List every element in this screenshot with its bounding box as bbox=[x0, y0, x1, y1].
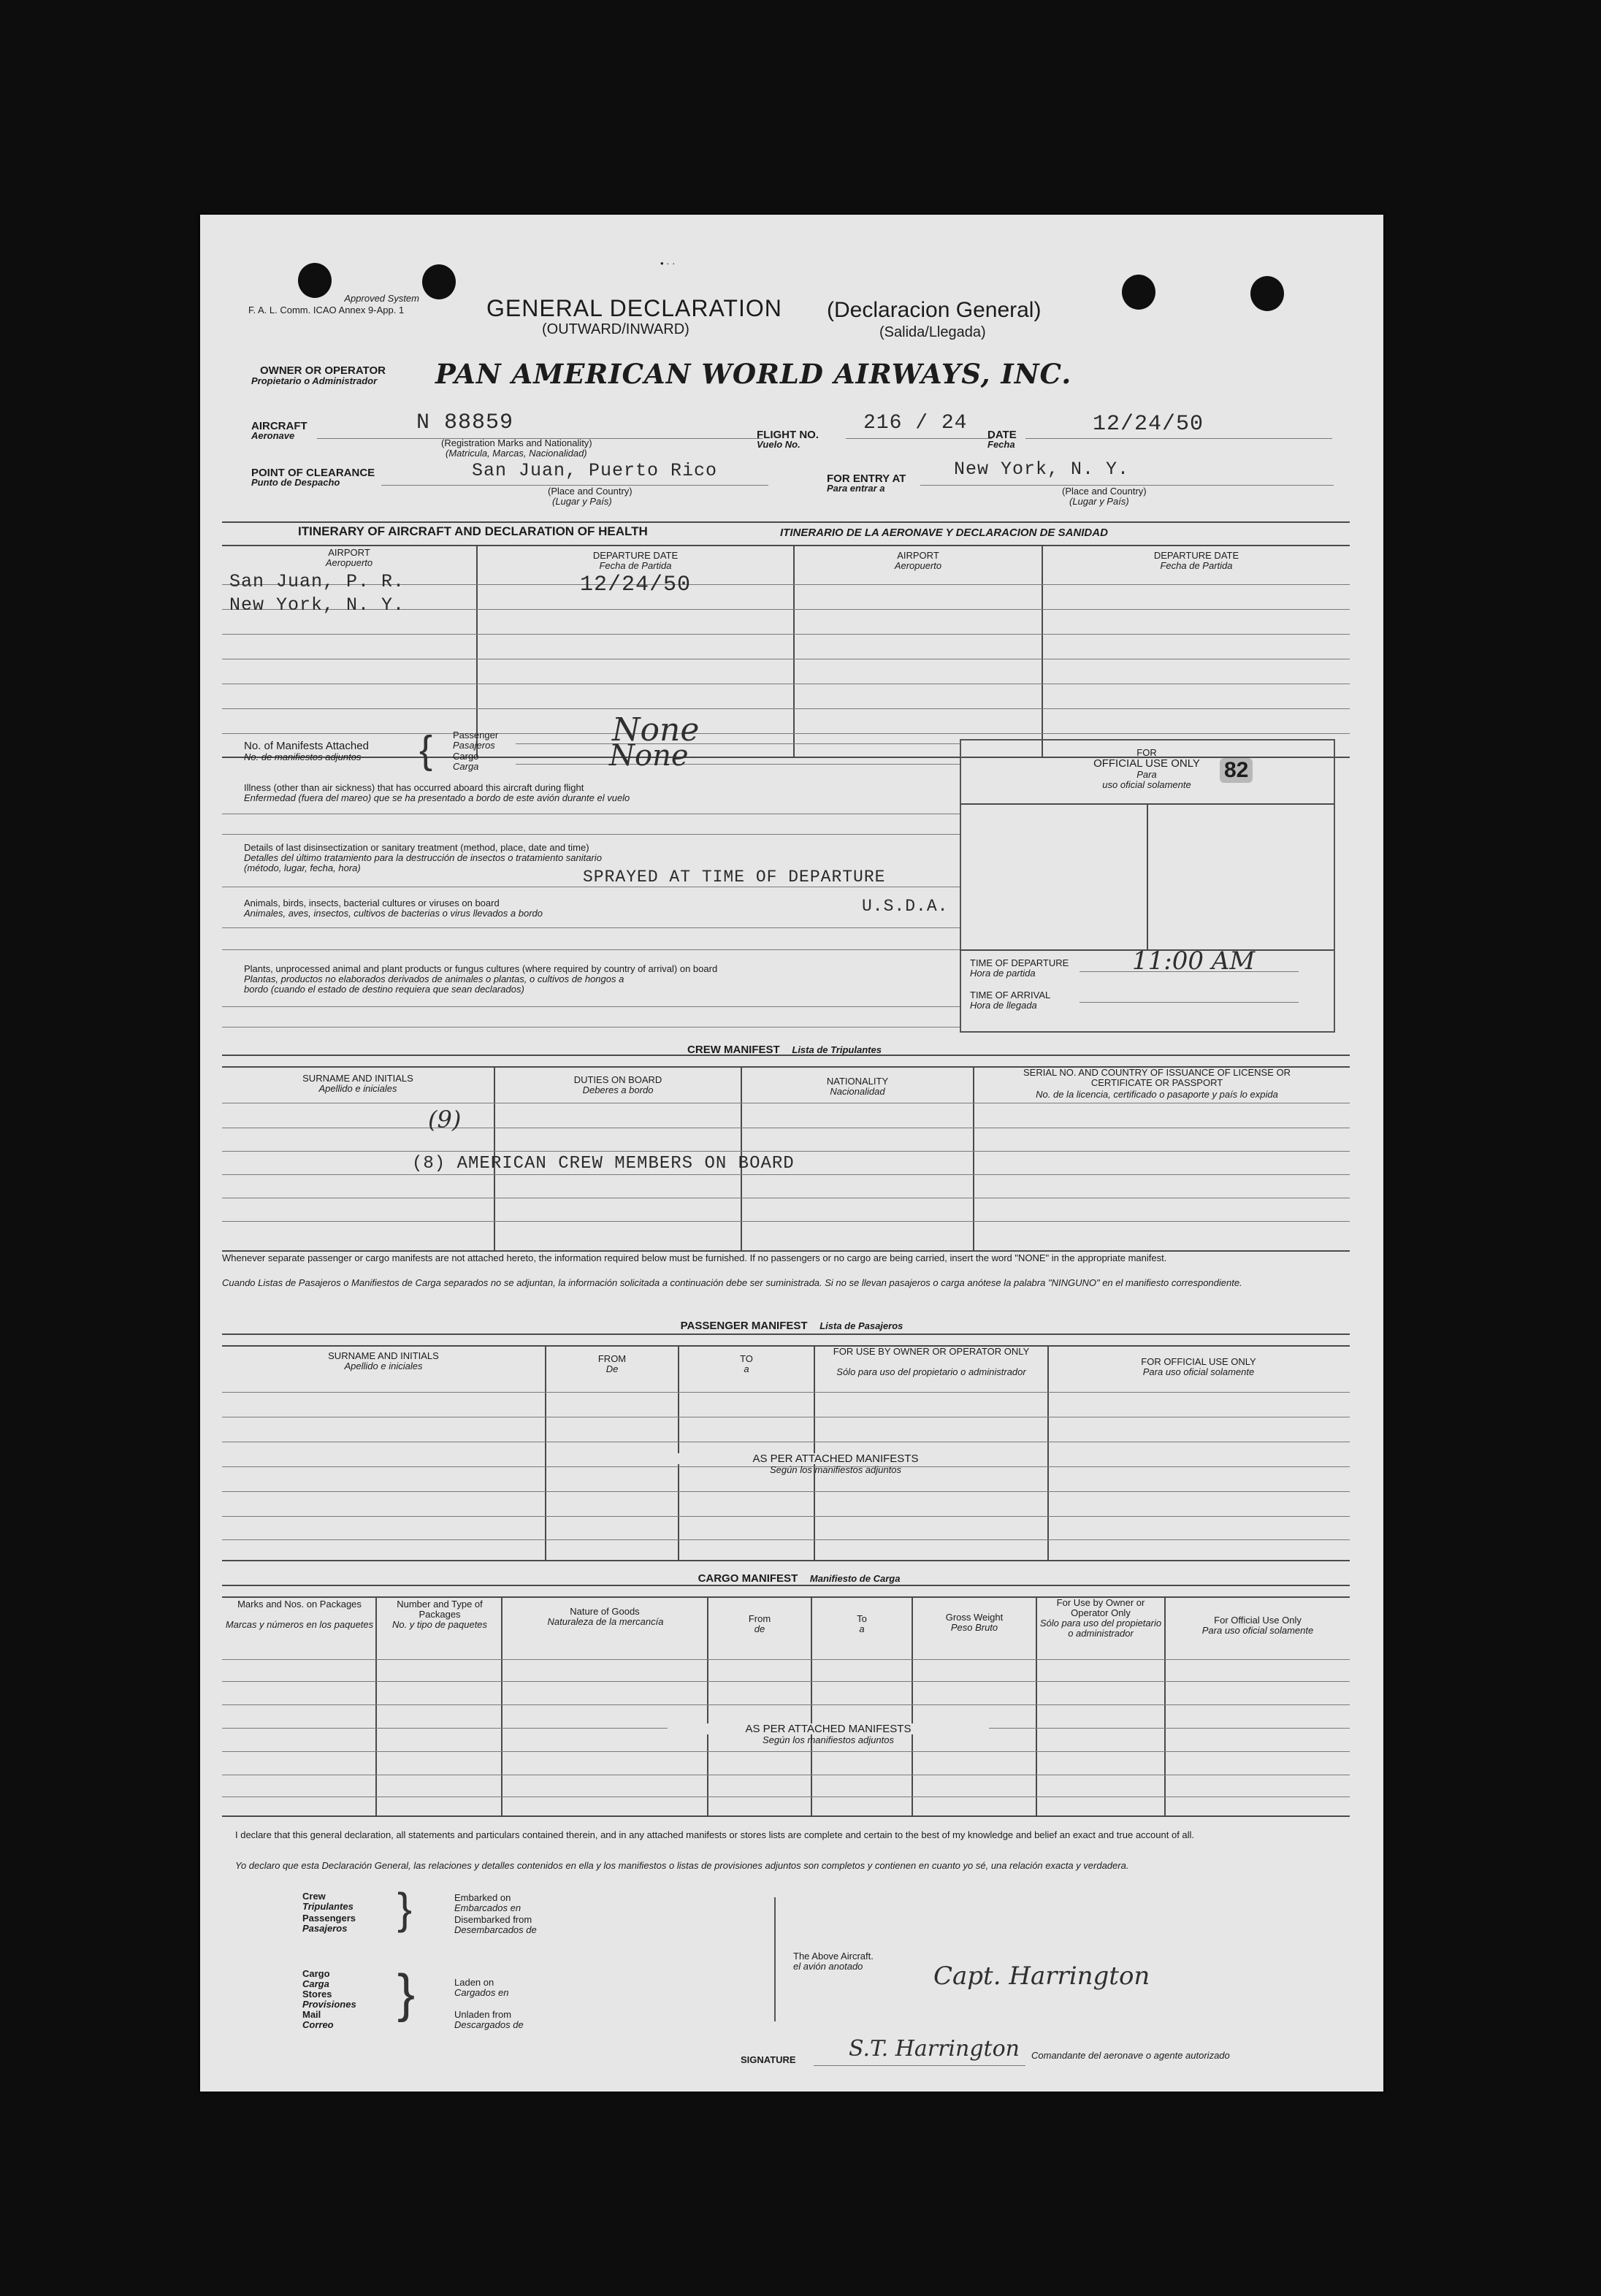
illness-text: Illness (other than air sickness) that has occurred aboard this aircraft during flight bbox=[244, 782, 584, 793]
crew-col-duties: DUTIES ON BOARD bbox=[573, 1074, 662, 1085]
aircraft-registration: N 88859 bbox=[416, 410, 514, 435]
departure-time-label: TIME OF DEPARTURE bbox=[970, 957, 1069, 968]
cargo-heading-es: Manifiesto de Carga bbox=[809, 1573, 901, 1584]
stamp-marks: • · · bbox=[660, 258, 676, 269]
flight-number: 216 / 24 bbox=[863, 412, 968, 435]
aircraft-note-es: (Matricula, Marcas, Nacionalidad) bbox=[446, 448, 587, 459]
cargo-stamp-es: Según los manifiestos adjuntos bbox=[763, 1734, 894, 1745]
itinerary-airport-2: New York, N. Y. bbox=[229, 594, 405, 616]
decl-unladen: Unladen from bbox=[454, 2009, 512, 2020]
passenger-heading-es: Lista de Pasajeros bbox=[819, 1320, 903, 1331]
decl-mail: Mail bbox=[302, 2009, 321, 2020]
declaration-form bbox=[200, 215, 1383, 2092]
cargo-col-number-es: No. y tipo de paquetes bbox=[391, 1619, 488, 1630]
manifest-cargo-value: None bbox=[609, 739, 689, 773]
clearance-note-es: (Lugar y País) bbox=[552, 496, 612, 507]
official-number: 82 bbox=[1220, 758, 1253, 783]
crew-count: (9) bbox=[428, 1106, 462, 1133]
pass-col-to-es: a bbox=[744, 1363, 749, 1374]
punch-hole bbox=[298, 263, 332, 298]
decl-crew-es: Tripulantes bbox=[302, 1901, 354, 1912]
official-label: OFFICIAL USE ONLY bbox=[1093, 757, 1200, 770]
disinsect-text-es2: (método, lugar, fecha, hora) bbox=[244, 862, 361, 873]
flight-date: 12/24/50 bbox=[1093, 412, 1204, 437]
decl-disembarked: Disembarked from bbox=[454, 1914, 532, 1925]
form-title-es: (Declaracion General) bbox=[827, 298, 1042, 322]
cargo-col-nature-es: Naturaleza de la mercancía bbox=[547, 1616, 664, 1627]
decl-embarked-es: Embarcados en bbox=[454, 1902, 521, 1913]
cargo-col-official: For Official Use Only bbox=[1214, 1615, 1302, 1626]
official-label-es: uso oficial solamente bbox=[1102, 779, 1191, 790]
illness-text-es: Enfermedad (fuera del mareo) que se ha presentado a bordo de este avión durante el vuelo bbox=[244, 792, 630, 803]
manifest-passenger: Passenger bbox=[453, 730, 499, 741]
crew-heading bbox=[638, 1044, 931, 1055]
col-airport-es: Aeropuerto bbox=[325, 557, 373, 568]
signature-note: Comandante del aeronave o agente autorizado bbox=[1031, 2050, 1230, 2061]
cargo-col-marks: Marks and Nos. on Packages bbox=[237, 1599, 362, 1610]
owner-label-es: Propietario o Administrador bbox=[251, 375, 378, 386]
decl-unladen-es: Descargados de bbox=[454, 2019, 524, 2030]
crew-col-serial-es: No. de la licencia, certificado o pasaporte y país lo expida bbox=[1036, 1089, 1278, 1100]
cargo-col-number: Number and Type of Packages bbox=[397, 1599, 483, 1620]
above-aircraft: The Above Aircraft. bbox=[793, 1951, 874, 1962]
col-depdate: DEPARTURE DATE bbox=[592, 550, 679, 561]
entry-note: (Place and Country) bbox=[1062, 486, 1147, 497]
pass-col-from: FROM bbox=[597, 1353, 627, 1364]
cargo-heading-text: CARGO MANIFEST bbox=[698, 1572, 798, 1585]
crew-col-duties-es: Deberes a bordo bbox=[582, 1084, 654, 1095]
official-para: Para bbox=[1136, 769, 1157, 780]
manifests-label: No. of Manifests Attached bbox=[244, 740, 369, 752]
punch-hole bbox=[1122, 275, 1155, 310]
decl-disembarked-es: Desembarcados de bbox=[454, 1924, 537, 1935]
pass-col-name: SURNAME AND INITIALS bbox=[328, 1350, 439, 1361]
departure-time-value: 11:00 AM bbox=[1132, 946, 1256, 976]
clearance-label-es: Punto de Despacho bbox=[251, 477, 340, 488]
decl-laden: Laden on bbox=[454, 1977, 494, 1988]
pass-col-official-es: Para uso oficial solamente bbox=[1142, 1366, 1255, 1377]
pass-col-owner-es: Sólo para uso del propietario o administrador bbox=[836, 1366, 1026, 1377]
declaration-text: I declare that this general declaration, all statements and particulars contained therein, and in any attached manifests or stores lists are complete and certain to the best of my knowledge and belief an exact and true account of all. bbox=[235, 1829, 1195, 1840]
decl-brace-1: } bbox=[397, 1884, 413, 1933]
pass-col-official: FOR OFFICIAL USE ONLY bbox=[1141, 1356, 1256, 1367]
manifest-cargo: Cargo bbox=[453, 751, 479, 762]
aircraft-label-es: Aeronave bbox=[251, 430, 295, 441]
decl-crew: Crew bbox=[302, 1891, 326, 1902]
animals-value: U.S.D.A. bbox=[862, 897, 949, 916]
cargo-col-owner-es: Sólo para uso del propietario o administrador bbox=[1039, 1618, 1162, 1639]
form-subtitle: (OUTWARD/INWARD) bbox=[542, 321, 689, 337]
crew-heading-text: CREW MANIFEST bbox=[687, 1044, 780, 1056]
col-airport-2: AIRPORT bbox=[897, 550, 939, 561]
clearance-label: POINT OF CLEARANCE bbox=[251, 467, 375, 479]
form-title: GENERAL DECLARATION bbox=[486, 295, 782, 321]
passenger-stamp: AS PER ATTACHED MANIFESTS bbox=[675, 1453, 996, 1464]
fal-reference: F. A. L. Comm. ICAO Annex 9-App. 1 bbox=[248, 305, 405, 315]
flight-label: FLIGHT NO. bbox=[757, 429, 819, 441]
col-airport: AIRPORT bbox=[328, 547, 370, 558]
manifest-passenger-es: Pasajeros bbox=[453, 740, 495, 751]
approved-system: Approved System bbox=[344, 293, 419, 304]
decl-embarked: Embarked on bbox=[454, 1892, 511, 1903]
captain-name: Capt. Harrington bbox=[933, 1962, 1150, 1991]
crew-col-nationality-es: Nacionalidad bbox=[830, 1086, 885, 1097]
itinerary-heading: ITINERARY OF AIRCRAFT AND DECLARATION OF HEALTH bbox=[298, 524, 648, 538]
crew-heading-es: Lista de Tripulantes bbox=[792, 1044, 882, 1055]
col-depdate-2: DEPARTURE DATE bbox=[1153, 550, 1239, 561]
disinsect-text-es: Detalles del último tratamiento para la destrucción de insectos o tratamiento sanitario bbox=[244, 852, 602, 863]
pass-col-to: TO bbox=[740, 1353, 753, 1364]
itinerary-airport-1: San Juan, P. R. bbox=[229, 571, 405, 592]
cargo-col-owner: For Use by Owner or Operator Only bbox=[1056, 1597, 1145, 1618]
entry-label: FOR ENTRY AT bbox=[827, 472, 906, 485]
cargo-col-from: From bbox=[748, 1613, 771, 1624]
plants-text-es: Plantas, productos no elaborados derivados de animales o plantas, o cultivos de hongos a bbox=[244, 973, 624, 984]
form-subtitle-es: (Salida/Llegada) bbox=[879, 324, 986, 340]
clearance-note: (Place and Country) bbox=[548, 486, 633, 497]
crew-col-name: SURNAME AND INITIALS bbox=[302, 1073, 413, 1084]
crew-note: Whenever separate passenger or cargo manifests are not attached hereto, the information required below must be furnished. If no passengers or no cargo are being carried, insert the word "NONE" in the appropriate manifest. bbox=[222, 1252, 1167, 1263]
col-airport-2-es: Aeropuerto bbox=[894, 560, 942, 571]
manifests-label-es: No. de manifiestos adjuntos bbox=[244, 751, 362, 762]
itinerary-heading-es: ITINERARIO DE LA AERONAVE Y DECLARACION DE SANIDAD bbox=[780, 527, 1108, 539]
cargo-col-to-es: a bbox=[859, 1623, 865, 1634]
decl-mail-es: Correo bbox=[302, 2019, 334, 2030]
cargo-col-weight: Gross Weight bbox=[945, 1612, 1004, 1623]
passenger-stamp-es: Según los manifiestos adjuntos bbox=[770, 1464, 901, 1475]
signature-label: SIGNATURE bbox=[741, 2054, 796, 2065]
aircraft-note: (Registration Marks and Nationality) bbox=[441, 437, 592, 448]
col-depdate-es: Fecha de Partida bbox=[599, 560, 672, 571]
punch-hole bbox=[422, 264, 456, 299]
animals-text-es: Animales, aves, insectos, cultivos de bacterias o virus llevados a bordo bbox=[244, 908, 543, 919]
declaration-text-es: Yo declaro que esta Declaración General, las relaciones y detalles contenidos en ella y los manifiestos o listas de provisiones adjuntos son completos y contienen en cuanto yo sé, una relación exacta y verdadera. bbox=[235, 1860, 1129, 1871]
passenger-heading-text: PASSENGER MANIFEST bbox=[680, 1320, 808, 1332]
decl-cargo-es: Carga bbox=[302, 1978, 329, 1989]
decl-brace-2: } bbox=[397, 1964, 416, 2023]
official-for: FOR bbox=[1136, 747, 1157, 758]
above-aircraft-es: el avión anotado bbox=[793, 1961, 863, 1972]
owner-value: PAN AMERICAN WORLD AIRWAYS, INC. bbox=[435, 358, 1072, 390]
owner-label: OWNER OR OPERATOR bbox=[260, 364, 386, 377]
disinsect-value: SPRAYED AT TIME OF DEPARTURE bbox=[583, 868, 886, 887]
entry-label-es: Para entrar a bbox=[827, 483, 885, 494]
cargo-col-weight-es: Peso Bruto bbox=[950, 1622, 998, 1633]
decl-stores: Stores bbox=[302, 1989, 332, 2000]
departure-time-label-es: Hora de partida bbox=[970, 968, 1036, 979]
arrival-time-label: TIME OF ARRIVAL bbox=[970, 990, 1051, 1000]
cargo-col-marks-es: Marcas y números en los paquetes bbox=[225, 1619, 374, 1630]
decl-passengers-es: Pasajeros bbox=[302, 1923, 348, 1934]
manifest-cargo-es: Carga bbox=[453, 761, 479, 772]
itinerary-date-1: 12/24/50 bbox=[580, 573, 692, 597]
col-depdate-2-es: Fecha de Partida bbox=[1160, 560, 1233, 571]
crew-col-serial: SERIAL NO. AND COUNTRY OF ISSUANCE OF LICENSE OR CERTIFICATE OR PASSPORT bbox=[1023, 1067, 1291, 1088]
signature-value: S.T. Harrington bbox=[849, 2036, 1020, 2062]
crew-line: (8) AMERICAN CREW MEMBERS ON BOARD bbox=[412, 1154, 795, 1174]
animals-text: Animals, birds, insects, bacterial cultures or viruses on board bbox=[244, 898, 500, 908]
entry-note-es: (Lugar y País) bbox=[1069, 496, 1129, 507]
date-label: DATE bbox=[987, 429, 1017, 441]
crew-note-es: Cuando Listas de Pasajeros o Manifiestos de Carga separados no se adjuntan, la información solicitada a continuación debe ser suministrada. Si no se llevan pasajeros o carga anótese la palabra "NINGUNO" en el manifiesto correspondiente. bbox=[222, 1277, 1242, 1288]
entry-value: New York, N. Y. bbox=[954, 459, 1130, 480]
decl-passengers: Passengers bbox=[302, 1913, 356, 1924]
cargo-heading bbox=[609, 1573, 989, 1584]
arrival-time-label-es: Hora de llegada bbox=[970, 1000, 1037, 1011]
disinsect-text: Details of last disinsectization or sanitary treatment (method, place, date and time) bbox=[244, 842, 589, 853]
crew-col-name-es: Apellido e iniciales bbox=[318, 1083, 397, 1094]
decl-stores-es: Provisiones bbox=[302, 1999, 356, 2010]
plants-text-es2: bordo (cuando el estado de destino requiera que sean declarados) bbox=[244, 984, 524, 995]
cargo-col-nature: Nature of Goods bbox=[570, 1606, 640, 1617]
pass-col-name-es: Apellido e iniciales bbox=[344, 1361, 423, 1371]
passenger-heading bbox=[580, 1320, 1004, 1331]
decl-cargo: Cargo bbox=[302, 1968, 330, 1979]
pass-col-from-es: De bbox=[605, 1363, 619, 1374]
cargo-col-from-es: de bbox=[754, 1623, 765, 1634]
cargo-col-to: To bbox=[857, 1613, 867, 1624]
decl-laden-es: Cargados en bbox=[454, 1987, 509, 1998]
brace: { bbox=[419, 728, 433, 772]
punch-hole bbox=[1250, 276, 1284, 311]
date-label-es: Fecha bbox=[987, 439, 1015, 450]
flight-label-es: Vuelo No. bbox=[757, 439, 800, 450]
clearance-value: San Juan, Puerto Rico bbox=[472, 460, 718, 481]
plants-text: Plants, unprocessed animal and plant products or fungus cultures (where required by country of arrival) on board bbox=[244, 963, 718, 974]
aircraft-label: AIRCRAFT bbox=[251, 420, 307, 432]
pass-col-owner: FOR USE BY OWNER OR OPERATOR ONLY bbox=[833, 1346, 1030, 1357]
crew-col-nationality: NATIONALITY bbox=[826, 1076, 889, 1087]
manifest-passenger-value: None bbox=[612, 711, 700, 749]
cargo-col-official-es: Para uso oficial solamente bbox=[1201, 1625, 1314, 1636]
cargo-stamp: AS PER ATTACHED MANIFESTS bbox=[668, 1723, 989, 1734]
